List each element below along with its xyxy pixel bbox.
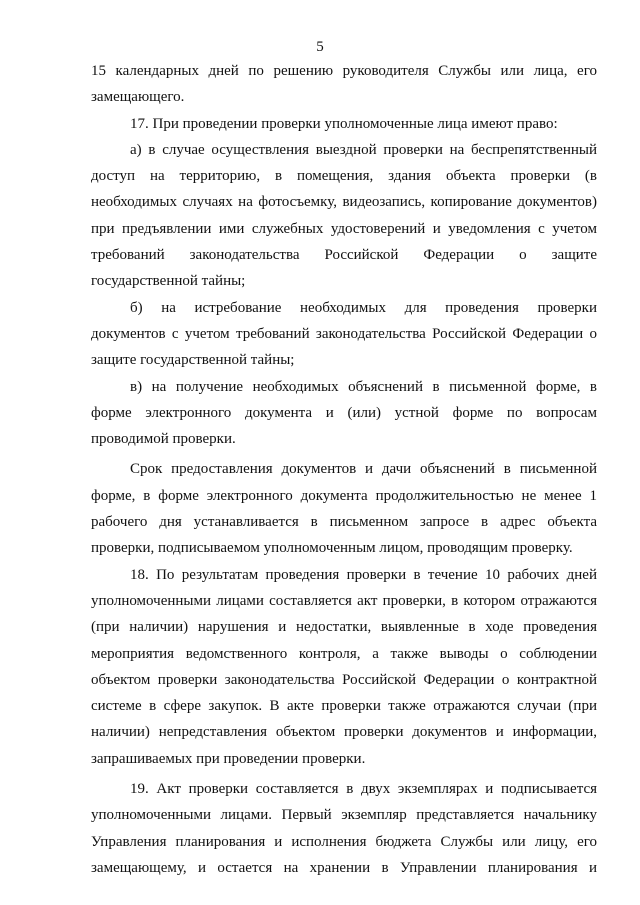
text-line: 15 календарных дней по решению руководителя Службы или лица, его [91, 63, 597, 79]
text-line: 17. При проведении проверки уполномоченные лица имеют право: [130, 115, 558, 132]
text-line: замещающему, и остается на хранении в Управлении планирования и [91, 859, 597, 876]
paragraph-subitem-a [91, 137, 597, 295]
page-number: 5 [316, 39, 324, 55]
text-line: требований законодательства Российской Федерации о защите [91, 247, 597, 264]
text-line: доступ на территорию, в помещения, здания объекта проверки (в [91, 168, 597, 185]
text-line: проверки, подписываемом уполномоченным лицом, проводящим проверку. [91, 540, 573, 557]
paragraph-item-19 [91, 776, 597, 881]
text-line: объектом проверки законодательства Российской Федерации о контрактной [91, 671, 597, 688]
text-line: наличии) непредставления объектом проверки документов и информации, [91, 724, 597, 741]
text-line: государственной тайны; [91, 273, 246, 290]
text-line: документов с учетом требований законодательства Российской Федерации о [91, 325, 597, 342]
text-line: форме, в форме электронного документа продолжительностью не менее 1 [91, 487, 597, 504]
text-line: форме электронного документа и (или) устной форме по вопросам [91, 404, 597, 421]
text-line: необходимых случаях на фотосъемку, видеозапись, копирование документов) [91, 194, 597, 211]
text-line: защите государственной тайны; [91, 352, 295, 369]
text-line: Управления планирования и исполнения бюджета Службы или лицу, его [91, 833, 597, 850]
paragraph-item-18 [91, 562, 597, 772]
text-line: б) на истребование необходимых для проведения проверки [130, 299, 597, 316]
text-line: уполномоченными лицами. Первый экземпляр представляется начальнику [91, 807, 597, 824]
paragraph-deadline [91, 456, 597, 561]
text-line: 18. По результатам проведения проверки в течение 10 рабочих дней [130, 566, 597, 583]
text-line: замещающего. [91, 89, 185, 106]
paragraph-continuation [91, 58, 597, 111]
paragraph-subitem-b [91, 295, 597, 374]
text-line: проводимой проверки. [91, 431, 236, 448]
paragraph-subitem-v [91, 374, 597, 453]
text-line: а) в случае осуществления выездной проверки на беспрепятственный [130, 141, 597, 158]
text-line: (при наличии) нарушения и недостатки, выявленные в ходе проведения [91, 619, 597, 636]
text-line: при предъявлении ими служебных удостоверений и уведомления с учетом [91, 220, 597, 237]
text-line: системе в сфере закупок. В акте проверки также отражаются случаи (при [91, 698, 597, 715]
text-line: запрашиваемых при проведении проверки. [91, 750, 366, 767]
body-text [91, 58, 597, 881]
text-line: Срок предоставления документов и дачи объяснений в письменной [130, 461, 597, 478]
text-line: мероприятия ведомственного контроля, а также выводы о соблюдении [91, 645, 597, 662]
text-line: рабочего дня устанавливается в письменном запросе в адрес объекта [91, 514, 597, 531]
text-line: уполномоченными лицами составляется акт проверки, в котором отражаются [91, 592, 597, 609]
paragraph-item-17 [91, 111, 597, 137]
text-line: 19. Акт проверки составляется в двух экземплярах и подписывается [130, 781, 597, 798]
text-line: в) на получение необходимых объяснений в письменной форме, в [130, 378, 597, 395]
